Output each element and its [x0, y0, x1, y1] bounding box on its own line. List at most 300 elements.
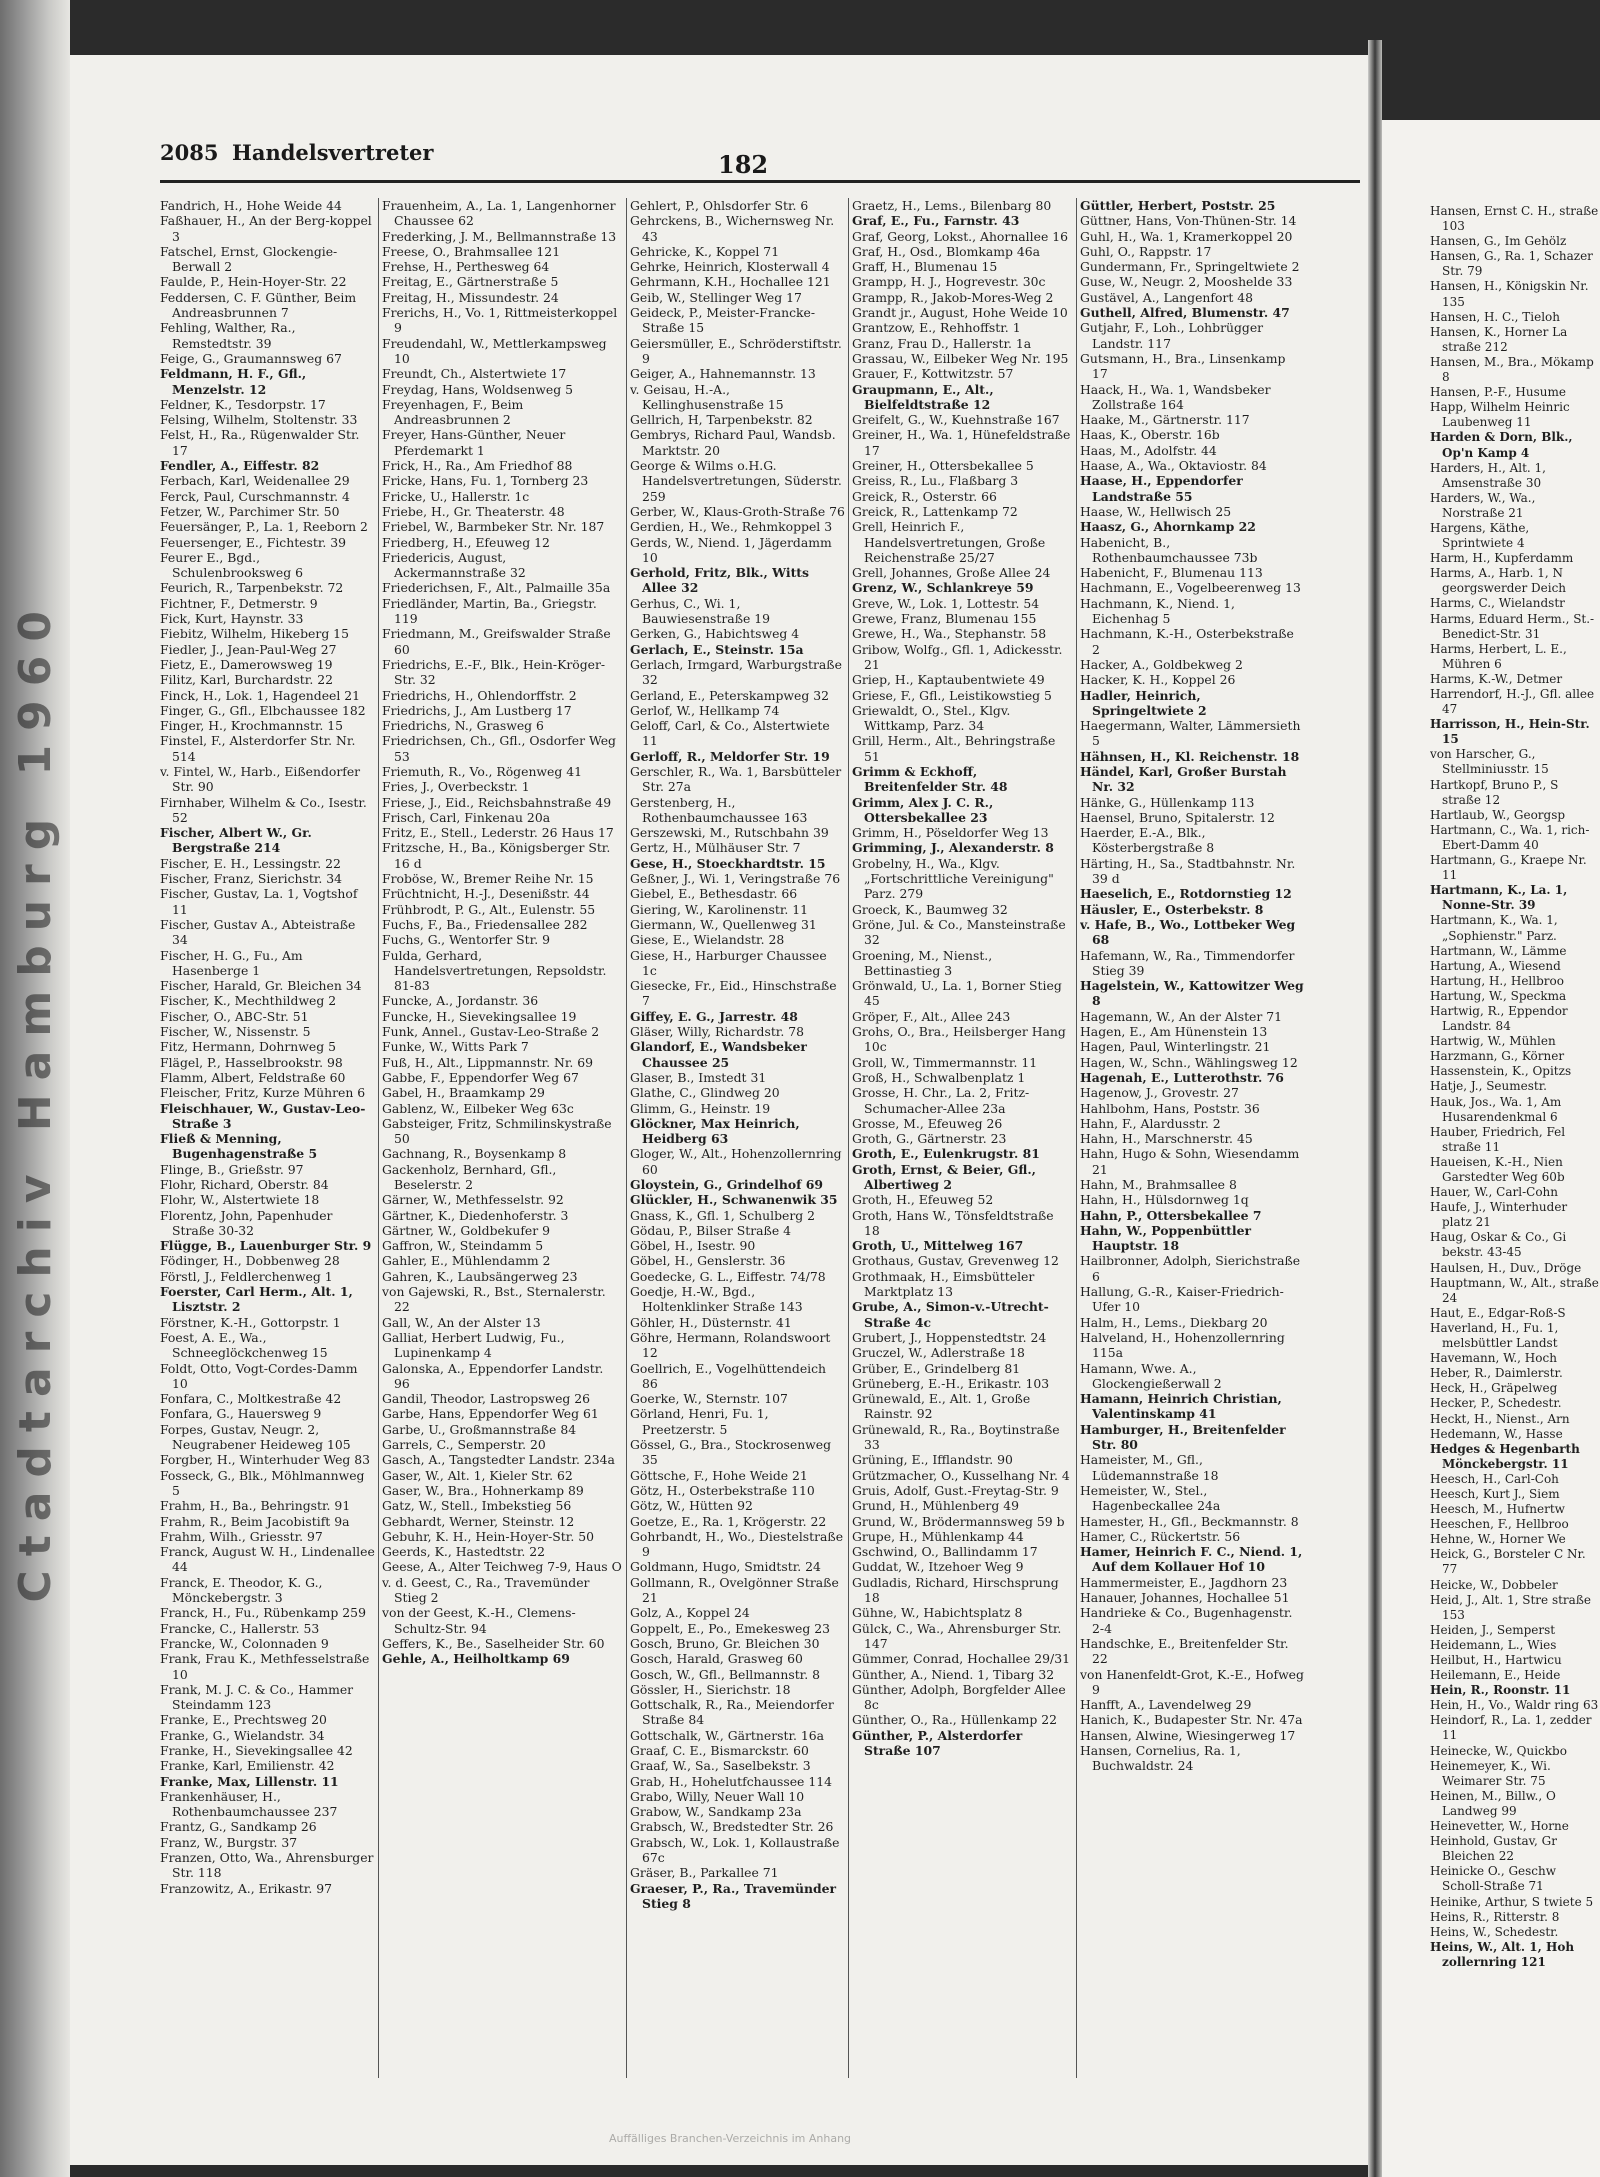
directory-entry: Garrels, C., Semperstr. 20 [382, 1437, 546, 1453]
directory-entry: Groll, W., Timmermannstr. 11 [852, 1054, 1038, 1070]
directory-entry: Guddat, W., Itzehoer Weg 9 [852, 1559, 1024, 1575]
directory-entry: Hanauer, Johannes, Hochallee 51 [1080, 1590, 1290, 1606]
directory-entry: Gödau, P., Bilser Straße 4 [630, 1222, 791, 1238]
directory-entry: Früchtnicht, H.-J., Desenißstr. 44 [382, 886, 590, 902]
directory-entry: Frehse, H., Perthesweg 64 [382, 259, 550, 275]
directory-entry: Gülck, C., Wa., Ahrensburger Str. 147 [852, 1620, 1062, 1651]
directory-entry: Heins, W., Schedestr. [1430, 1924, 1559, 1939]
book-spine [0, 0, 70, 2177]
listing-column-2 [382, 198, 622, 2138]
directory-entry: Haas, M., Adolfstr. 44 [1080, 442, 1217, 458]
directory-entry: Groth, H., Efeuweg 52 [852, 1192, 994, 1208]
directory-entry: Hartmann, K., Wa. 1, „Sophienstr." Parz. [1430, 913, 1558, 943]
directory-entry: Grampp, R., Jakob-Mores-Weg 2 [852, 289, 1054, 305]
directory-entry: Francke, C., Hallerstr. 53 [160, 1620, 320, 1636]
directory-entry: Gaffron, W., Steindamm 5 [382, 1238, 544, 1254]
directory-entry: Grell, Johannes, Große Allee 24 [852, 565, 1051, 581]
directory-entry: Fischer, H. G., Fu., Am Hasenberge 1 [160, 947, 303, 978]
category-title: Handelsvertreter [232, 140, 434, 165]
directory-entry: Gehricke, K., Koppel 71 [630, 243, 780, 259]
directory-entry: Haake, M., Gärtnerstr. 117 [1080, 412, 1250, 428]
directory-entry: Hansen, P.-F., Husume [1430, 385, 1566, 400]
directory-entry: Fiedler, J., Jean-Paul-Weg 27 [160, 641, 337, 657]
directory-entry: Grell, Heinrich F., Handelsvertretungen, Große Reichenstraße 25/27 [852, 519, 1046, 565]
directory-entry: Ferck, Paul, Curschmannstr. 4 [160, 488, 350, 504]
directory-entry: Gertz, H., Mülhäuser Str. 7 [630, 840, 801, 856]
directory-entry: Haueisen, K.-H., Nien Garstedter Weg 60b [1430, 1154, 1565, 1184]
directory-entry: Fischer, Franz, Sierichstr. 34 [160, 871, 343, 887]
directory-entry: Hansen, G., Im Gehölz [1430, 234, 1567, 249]
directory-entry: Haegermann, Walter, Lämmersieth 5 [1080, 718, 1301, 749]
directory-entry: Greiss, R., Lu., Flaßbarg 3 [852, 473, 1019, 489]
directory-entry: Friedrichs, N., Grasweg 6 [382, 718, 544, 734]
directory-entry: Gatz, W., Stell., Imbekstieg 56 [382, 1498, 572, 1514]
directory-entry: Geerds, K., Hastedtstr. 22 [382, 1544, 546, 1560]
directory-entry: Fleischhauer, W., Gustav-Leo-Straße 3 [160, 1100, 366, 1131]
directory-entry: Hartmann, C., Wa. 1, rich-Ebert-Damm 40 [1430, 822, 1590, 852]
directory-entry: Granz, Frau D., Hallerstr. 1a [852, 335, 1032, 351]
directory-entry: Grönwald, U., La. 1, Borner Stieg 45 [852, 978, 1062, 1009]
directory-entry: Hagemann, W., An der Alster 71 [1080, 1008, 1283, 1024]
directory-entry: Grabow, W., Sandkamp 23a [630, 1804, 802, 1820]
directory-entry: Frantz, G., Sandkamp 26 [160, 1819, 317, 1835]
directory-entry: Hagen, E., Am Hünenstein 13 [1080, 1024, 1268, 1040]
directory-entry: Golz, A., Koppel 24 [630, 1605, 750, 1621]
column-divider [626, 198, 627, 2078]
directory-entry: Grützmacher, O., Kusselhang Nr. 4 [852, 1467, 1070, 1483]
page-footer: Auffälliges Branchen-Verzeichnis im Anhang [608, 2132, 852, 2145]
directory-entry: Göhler, H., Düsternstr. 41 [630, 1314, 792, 1330]
directory-entry: Fetzer, W., Parchimer Str. 50 [160, 503, 340, 519]
directory-entry: Fuchs, F., Ba., Friedensallee 282 [382, 916, 588, 932]
directory-entry: Hansen, H., Königskin Nr. 135 [1430, 279, 1589, 309]
directory-entry: Hachmann, K., Niend. 1, Eichenhag 5 [1080, 595, 1235, 627]
listing-column-5 [1080, 198, 1305, 2138]
directory-entry: Fonfara, G., Hauersweg 9 [160, 1406, 322, 1422]
directory-entry: Groth, Ernst, & Beier, Gfl., Albertiweg 2 [852, 1161, 1036, 1192]
directory-entry: Friedmann, M., Greifswalder Straße 60 [382, 626, 611, 657]
directory-entry: Gabbe, F., Eppendorfer Weg 67 [382, 1069, 579, 1085]
directory-entry: Fischer, Gustav A., Abteistraße 34 [160, 916, 356, 948]
directory-entry: Harms, K.-W., Detmer [1430, 671, 1563, 686]
directory-entry: Fulda, Gerhard, Handelsvertretungen, Repsoldstr. 81-83 [382, 947, 607, 994]
directory-entry: Foldt, Otto, Vogt-Cordes-Damm 10 [160, 1360, 358, 1391]
directory-entry: Fatschel, Ernst, Glockengie-Berwall 2 [160, 243, 338, 275]
directory-entry: Gerstenberg, H., Rothenbaumchaussee 163 [630, 794, 808, 825]
directory-entry: Harms, C., Wielandstr [1430, 596, 1565, 611]
directory-entry: Händel, Karl, Großer Burstah Nr. 32 [1080, 763, 1287, 795]
directory-entry: Haase, A., Wa., Oktaviostr. 84 [1080, 458, 1267, 474]
directory-entry: Guse, W., Neugr. 2, Mooshelde 33 [1080, 274, 1293, 290]
directory-entry: Gerdien, H., We., Rehmkoppel 3 [630, 519, 833, 535]
directory-entry: Güttler, Herbert, Poststr. 25 [1080, 198, 1276, 213]
directory-entry: Gärtner, W., Goldbekufer 9 [382, 1222, 550, 1238]
directory-entry: Gerhus, C., Wi. 1, Bauwiesenstraße 19 [630, 595, 771, 627]
directory-entry: Halm, H., Lems., Diekbarg 20 [1080, 1314, 1268, 1330]
directory-entry: Freundt, Ch., Alstertwiete 17 [382, 366, 567, 382]
directory-entry: Handrieke & Co., Bugenhagenstr. 2-4 [1080, 1605, 1293, 1636]
directory-entry: Grampp, H. J., Hogrevestr. 30c [852, 274, 1046, 290]
directory-entry: Hehne, W., Horner We [1430, 1532, 1566, 1547]
directory-entry: Feldner, K., Tesdorpstr. 17 [160, 396, 326, 412]
directory-entry: Flohr, Richard, Oberstr. 84 [160, 1177, 329, 1192]
directory-entry: Gablenz, W., Eilbeker Weg 63c [382, 1100, 574, 1116]
directory-entry: Gustävel, A., Langenfort 48 [1080, 289, 1254, 305]
directory-entry: Gehrmann, K.H., Hochallee 121 [630, 274, 831, 290]
directory-entry: Graff, H., Blumenau 15 [852, 259, 998, 275]
directory-entry: Graf, H., Osd., Blomkamp 46a [852, 243, 1041, 259]
directory-entry: Heber, R., Daimlerstr. [1430, 1366, 1563, 1381]
directory-entry: Hamester, H., Gfl., Beckmannstr. 8 [1080, 1513, 1299, 1529]
directory-entry: Groth, U., Mittelweg 167 [852, 1238, 1024, 1254]
directory-entry: Hartmann, G., Kraepe Nr. 11 [1430, 853, 1587, 883]
directory-entry: Heesch, M., Hufnertw [1430, 1502, 1565, 1517]
directory-entry: Fricke, U., Hallerstr. 1c [382, 488, 530, 504]
directory-entry: Graaf, W., Sa., Saselbekstr. 3 [630, 1758, 811, 1774]
directory-entry: Göttsche, F., Hohe Weide 21 [630, 1467, 808, 1483]
directory-entry: Förstner, K.-H., Gottorpstr. 1 [160, 1314, 341, 1330]
directory-entry: Günther, A., Niend. 1, Tibarg 32 [852, 1666, 1055, 1682]
directory-entry: Hahn, P., Ottersbekallee 7 [1080, 1207, 1262, 1223]
directory-entry: Gasch, A., Tangstedter Landstr. 234a [382, 1452, 615, 1468]
directory-entry: Froböse, W., Bremer Reihe Nr. 15 [382, 871, 594, 887]
directory-entry: Glandorf, E., Wandsbeker Chaussee 25 [630, 1039, 807, 1070]
directory-entry: Hartung, H., Hellbroo [1430, 973, 1564, 988]
directory-entry: Giermann, W., Quellenweg 31 [630, 916, 817, 932]
directory-entry: Heinemeyer, K., Wi. Weimarer Str. 75 [1430, 1758, 1551, 1788]
directory-entry: Hähnsen, H., Kl. Reichenstr. 18 [1080, 748, 1300, 764]
directory-entry: Goldmann, Hugo, Smidtstr. 24 [630, 1559, 821, 1575]
directory-entry: Gutsmann, H., Bra., Linsenkamp 17 [1080, 350, 1286, 382]
directory-entry: Frerichs, H., Vo. 1, Rittmeisterkoppel 9 [382, 305, 618, 336]
directory-entry: Hamer, Heinrich F. C., Niend. 1, Auf dem Kollauer Hof 10 [1080, 1544, 1303, 1575]
directory-entry: Flamm, Albert, Feldstraße 60 [160, 1069, 346, 1085]
directory-entry: Florentz, John, Papenhuder Straße 30-32 [160, 1207, 333, 1238]
directory-entry: von der Geest, K.-H., Clemens-Schultz-Str. 94 [382, 1605, 576, 1636]
directory-entry: Frahm, H., Ba., Behringstr. 91 [160, 1498, 351, 1514]
directory-entry: Groening, M., Nienst., Bettinastieg 3 [852, 947, 993, 978]
directory-entry: Grimm, Alex J. C. R., Ottersbekallee 23 [852, 794, 994, 825]
directory-entry: Günther, O., Ra., Hüllenkamp 22 [852, 1712, 1057, 1728]
directory-entry: Hein, R., Roonstr. 11 [1430, 1683, 1571, 1698]
directory-entry: Greiner, H., Ottersbekallee 5 [852, 458, 1034, 474]
directory-entry: Fuß, H., Alt., Lippmannstr. Nr. 69 [382, 1054, 594, 1070]
directory-entry: Gudladis, Richard, Hirschsprung 18 [852, 1574, 1059, 1606]
directory-entry: Gellrich, H, Tarpenbekstr. 82 [630, 412, 813, 428]
directory-entry: Friederichsen, F., Alt., Palmaille 35a [382, 580, 611, 596]
directory-entry: Hansen, Ernst C. H., straße 103 [1430, 204, 1599, 234]
directory-entry: Gerland, E., Peterskampweg 32 [630, 687, 830, 703]
directory-entry: Haase, H., Eppendorfer Landstraße 55 [1080, 473, 1243, 504]
directory-entry: Haufe, J., Winterhuder platz 21 [1430, 1200, 1568, 1230]
directory-entry: Franke, Max, Lillenstr. 11 [160, 1773, 339, 1789]
directory-entry: Grabo, Willy, Neuer Wall 10 [630, 1788, 805, 1804]
directory-entry: Fandrich, H., Hohe Weide 44 [160, 198, 342, 213]
directory-entry: Gärner, W., Methfesselstr. 92 [382, 1192, 564, 1208]
directory-entry: Gaser, W., Bra., Hohnerkamp 89 [382, 1482, 584, 1498]
directory-entry: Gohrbandt, H., Wo., Diestelstraße 9 [630, 1528, 844, 1560]
directory-entry: Göbel, H., Isestr. 90 [630, 1238, 756, 1254]
directory-entry: Grünewald, E., Alt. 1, Große Rainstr. 92 [852, 1391, 1031, 1422]
directory-entry: Frederking, J. M., Bellmannstraße 13 [382, 228, 617, 244]
directory-entry: Hansen, M., Bra., Mökamp 8 [1430, 354, 1594, 385]
directory-entry: Heinecke, W., Quickbo [1430, 1743, 1567, 1758]
directory-entry: Freudendahl, W., Mettlerkampsweg 10 [382, 335, 607, 366]
directory-entry: Grobelny, H., Wa., Klgv. „Fortschrittliche Vereinigung" Parz. 279 [852, 855, 1054, 902]
directory-entry: Groeck, K., Baumweg 32 [852, 901, 1008, 917]
directory-entry: Grabsch, W., Bredstedter Str. 26 [630, 1819, 834, 1835]
directory-entry: Fick, Kurt, Haynstr. 33 [160, 611, 304, 627]
directory-entry: Gahren, K., Laubsängerweg 23 [382, 1268, 578, 1284]
directory-entry: Gahler, E., Mühlendamm 2 [382, 1253, 551, 1269]
directory-entry: Harders, H., Alt. 1, Amsenstraße 30 [1430, 460, 1546, 490]
directory-entry: von Harscher, G., Stellminiusstr. 15 [1430, 747, 1549, 777]
directory-entry: Hameister, M., Gfl., Lüdemannstraße 18 [1080, 1452, 1219, 1483]
directory-entry: Heesch, Kurt J., Siem [1430, 1486, 1560, 1501]
directory-entry: Fritz, E., Stell., Lederstr. 26 Haus 17 [382, 825, 614, 841]
directory-entry: Hemeister, W., Stel., Hagenbeckallee 24a [1080, 1482, 1221, 1514]
directory-entry: Hansen, G., Ra. 1, Schazer Str. 79 [1430, 249, 1593, 279]
directory-entry: Frankenhäuser, H., Rothenbaumchaussee 237 [160, 1788, 338, 1820]
directory-entry: Hadler, Heinrich, Springeltwiete 2 [1080, 687, 1207, 718]
directory-entry: Hahn, H., Marschnerstr. 45 [1080, 1131, 1253, 1147]
directory-entry: Graeser, P., Ra., Travemünder Stieg 8 [630, 1880, 837, 1911]
directory-entry: Haasz, G., Ahornkamp 22 [1080, 519, 1256, 535]
directory-entry: Grewe, Franz, Blumenau 155 [852, 611, 1037, 627]
directory-entry: Garbe, U., Großmannstraße 84 [382, 1421, 577, 1437]
directory-entry: Fischer, Albert W., Gr. Bergstraße 214 [160, 825, 312, 856]
directory-entry: Giesecke, Fr., Eid., Hinschstraße 7 [630, 978, 837, 1009]
directory-entry: Hedges & Hegenbarth Mönckebergstr. 11 [1430, 1441, 1580, 1471]
directory-entry: Franck, E. Theodor, K. G., Mönckebergstr. 3 [160, 1574, 323, 1606]
directory-entry: Groth, E., Eulenkrugstr. 81 [852, 1146, 1040, 1162]
directory-entry: Goppelt, E., Po., Emekesweg 23 [630, 1620, 831, 1636]
directory-entry: Hanfft, A., Lavendelweg 29 [1080, 1697, 1252, 1713]
directory-entry: Harden & Dorn, Blk., Op'n Kamp 4 [1430, 430, 1573, 460]
directory-entry: Geffers, K., Be., Saselheider Str. 60 [382, 1635, 605, 1651]
directory-entry: Hauptmann, W., Alt., straße 24 [1430, 1275, 1599, 1305]
directory-entry: Göhre, Hermann, Rolandswoort 12 [630, 1329, 831, 1361]
directory-entry: Frank, M. J. C. & Co., Hammer Steindamm 123 [160, 1681, 354, 1713]
directory-entry: Hedemann, W., Hasse [1430, 1426, 1563, 1441]
directory-entry: Greifelt, G., W., Kuehnstraße 167 [852, 412, 1060, 428]
directory-entry: v. Geisau, H.-A., Kellinghusenstraße 15 [630, 381, 784, 412]
directory-entry: Grenz, W., Schlankreye 59 [852, 580, 1034, 596]
directory-entry: Graaf, C. E., Bismarckstr. 60 [630, 1742, 809, 1758]
directory-entry: Hagenah, E., Lutterothstr. 76 [1080, 1069, 1284, 1085]
directory-entry: Feldmann, H. F., Gfl., Menzelstr. 12 [160, 366, 307, 397]
directory-entry: Hagenow, J., Grovestr. 27 [1080, 1085, 1239, 1101]
directory-entry: Hansen, Alwine, Wiesingerweg 17 [1080, 1727, 1296, 1743]
directory-entry: Heins, W., Alt. 1, Hoh zollernring 121 [1430, 1939, 1575, 1969]
directory-entry: Hartung, W., Speckma [1430, 988, 1567, 1003]
directory-entry: Franzen, Otto, Wa., Ahrensburger Str. 118 [160, 1850, 374, 1881]
directory-entry: Heinhold, Gustav, Gr Bleichen 22 [1430, 1834, 1557, 1864]
directory-entry: Happ, Wilhelm Heinric Laubenweg 11 [1430, 400, 1570, 430]
directory-entry: Frick, H., Ra., Am Friedhof 88 [382, 458, 573, 474]
directory-entry: Grüneberg, E.-H., Erikastr. 103 [852, 1375, 1050, 1391]
directory-entry: Heckt, H., Nienst., Arn [1430, 1411, 1570, 1426]
directory-entry: Heinevetter, W., Horne [1430, 1819, 1569, 1834]
directory-entry: Francke, W., Colonnaden 9 [160, 1635, 329, 1651]
listing-column-next-page [1430, 204, 1600, 2144]
directory-entry: Heicke, W., Dobbeler [1430, 1577, 1558, 1592]
directory-entry: Gümmer, Conrad, Hochallee 29/31 [852, 1651, 1070, 1667]
directory-entry: Geßner, J., Wi. 1, Veringstraße 76 [630, 871, 841, 887]
directory-entry: Gandil, Theodor, Lastropsweg 26 [382, 1391, 591, 1407]
directory-entry: Freitag, H., Missundestr. 24 [382, 289, 559, 305]
directory-entry: Grimming, J., Alexanderstr. 8 [852, 840, 1054, 856]
directory-entry: Harders, W., Wa., Norstraße 21 [1430, 490, 1536, 520]
listing-column-1 [160, 198, 375, 2138]
directory-entry: Gaser, W., Alt. 1, Kieler Str. 62 [382, 1467, 573, 1483]
directory-entry: Friedrichs, J., Am Lustberg 17 [382, 702, 572, 718]
directory-entry: Geiersmüller, E., Schröderstiftstr. 9 [630, 335, 842, 366]
header-rule [160, 180, 1360, 183]
directory-entry: Gerschler, R., Wa. 1, Barsbütteler Str. 27a [630, 763, 842, 795]
directory-entry: Gerken, G., Habichtsweg 4 [630, 626, 800, 642]
directory-entry: Friedländer, Martin, Ba., Griegstr. 119 [382, 595, 597, 627]
directory-entry: Frisch, Carl, Finkenau 20a [382, 809, 551, 825]
directory-entry: Frauenheim, A., La. 1, Langenhorner Chaussee 62 [382, 198, 616, 229]
directory-entry: Hartung, A., Wiesend [1430, 958, 1561, 973]
directory-entry: Harm, H., Kupferdamm [1430, 551, 1574, 566]
directory-entry: Handschke, E., Breitenfelder Str. 22 [1080, 1635, 1289, 1667]
directory-entry: Harrendorf, H.-J., Gfl. allee 47 [1430, 687, 1595, 717]
directory-entry: Fischer, Harald, Gr. Bleichen 34 [160, 978, 362, 994]
directory-entry: Häusler, E., Osterbekstr. 8 [1080, 901, 1264, 917]
directory-entry: Haverland, H., Fu. 1, melsbüttler Landst [1430, 1320, 1559, 1351]
directory-entry: Gundermann, Fr., Springeltwiete 2 [1080, 259, 1300, 275]
directory-entry: Foest, A. E., Wa., Schneeglöckchenweg 15 [160, 1329, 328, 1361]
directory-entry: Greve, W., Lok. 1, Lottestr. 54 [852, 595, 1040, 611]
directory-entry: George & Wilms o.H.G. Handelsvertretungen, Süderstr. 259 [630, 458, 842, 504]
directory-entry: Fendler, A., Eiffestr. 82 [160, 458, 320, 474]
directory-entry: Hagen, Paul, Winterlingstr. 21 [1080, 1039, 1271, 1055]
directory-entry: Feurer E., Bgd., Schulenbrooksweg 6 [160, 549, 303, 581]
directory-entry: Grund, H., Mühlenberg 49 [852, 1498, 1019, 1514]
directory-entry: Geib, W., Stellinger Weg 17 [630, 289, 802, 305]
directory-entry: Fuchs, G., Wentorfer Str. 9 [382, 932, 550, 948]
directory-entry: Günther, Adolph, Borgfelder Allee 8c [852, 1681, 1066, 1713]
directory-entry: Hahlbohm, Hans, Poststr. 36 [1080, 1100, 1260, 1116]
directory-entry: Fricke, Hans, Fu. 1, Tornberg 23 [382, 473, 589, 489]
directory-entry: Graupmann, E., Alt., Bielfeldtstraße 12 [852, 381, 994, 412]
directory-entry: Hecker, P., Schedestr. [1430, 1396, 1562, 1411]
directory-entry: Frahm, R., Beim Jacobistift 9a [160, 1513, 350, 1529]
directory-entry: Felst, H., Ra., Rügenwalder Str. 17 [160, 427, 360, 458]
directory-entry: Glimm, G., Heinstr. 19 [630, 1100, 771, 1116]
directory-entry: Gabsteiger, Fritz, Schmilinskystraße 50 [382, 1115, 612, 1147]
directory-entry: Gruczel, W., Adlerstraße 18 [852, 1345, 1025, 1361]
directory-entry: Gerloff, R., Meldorfer Str. 19 [630, 748, 830, 764]
directory-entry: Goellrich, E., Vogelhüttendeich 86 [630, 1360, 827, 1391]
directory-entry: Finck, H., Lok. 1, Hagendeel 21 [160, 687, 361, 703]
directory-entry: Gloger, W., Alt., Hohenzollernring 60 [630, 1146, 842, 1177]
directory-entry: Gabel, H., Braamkamp 29 [382, 1085, 545, 1101]
directory-entry: Heins, R., Ritterstr. 8 [1430, 1909, 1560, 1924]
directory-entry: Hargens, Käthe, Sprintwiete 4 [1430, 520, 1530, 551]
directory-entry: Grauer, F., Kottwitzstr. 57 [852, 366, 1014, 382]
directory-entry: Grewe, H., Wa., Stephanstr. 58 [852, 626, 1047, 642]
directory-entry: Gosch, W., Gfl., Bellmannstr. 8 [630, 1666, 820, 1682]
directory-entry: Hauk, Jos., Wa. 1, Am Husarendenkmal 6 [1430, 1094, 1562, 1124]
directory-entry: Heinen, M., Billw., O Landweg 99 [1430, 1788, 1556, 1818]
directory-entry: Gembrys, Richard Paul, Wandsb. Marktstr. 20 [630, 427, 836, 458]
directory-entry: Grabsch, W., Lok. 1, Kollaustraße 67c [630, 1834, 840, 1866]
directory-entry: Gese, H., Stoeckhardtstr. 15 [630, 855, 826, 871]
directory-entry: Franke, Karl, Emilienstr. 42 [160, 1758, 335, 1774]
directory-entry: Hachmann, K.-H., Osterbekstraße 2 [1080, 626, 1294, 657]
directory-entry: Forpes, Gustav, Neugr. 2, Neugrabener Heideweg 105 [160, 1421, 351, 1453]
directory-entry: Friedberg, H., Efeuweg 12 [382, 534, 550, 550]
directory-entry: Giebel, E., Bethesdastr. 66 [630, 886, 798, 902]
directory-entry: Hamann, Wwe. A., Glockengießerwall 2 [1080, 1360, 1222, 1391]
directory-entry: Gloystein, G., Grindelhof 69 [630, 1177, 823, 1192]
directory-entry: Görland, Henri, Fu. 1, Preetzerstr. 5 [630, 1406, 769, 1437]
directory-entry: Graf, Georg, Lokst., Ahornallee 16 [852, 228, 1068, 244]
directory-entry: Grosse, H. Chr., La. 2, Fritz-Schumacher-Allee 23a [852, 1085, 1030, 1116]
directory-entry: Gerber, W., Klaus-Groth-Straße 76 [630, 503, 845, 519]
directory-entry: Gerhold, Fritz, Blk., Witts Allee 32 [630, 565, 809, 596]
directory-entry: Hänke, G., Hüllenkamp 113 [1080, 794, 1255, 810]
directory-entry: v. d. Geest, C., Ra., Travemünder Stieg 2 [382, 1574, 590, 1606]
directory-entry: Hallung, G.-R., Kaiser-Friedrich-Ufer 10 [1080, 1284, 1284, 1315]
directory-entry: Götz, W., Hütten 92 [630, 1498, 753, 1514]
directory-entry: Grothmaak, H., Eimsbütteler Marktplatz 13 [852, 1268, 1035, 1300]
directory-entry: Grimm & Eckhoff, Breitenfelder Str. 48 [852, 763, 1008, 795]
directory-entry: Grill, Herm., Alt., Behringstraße 51 [852, 733, 1056, 764]
directory-entry: Gühne, W., Habichtsplatz 8 [852, 1605, 1023, 1621]
directory-entry: Friedrichs, E.-F., Blk., Hein-Kröger-Str. 32 [382, 656, 606, 688]
directory-entry: Gerlach, Irmgard, Warburgstraße 32 [630, 656, 842, 688]
directory-entry: Hagen, W., Schn., Wählingsweg 12 [1080, 1054, 1298, 1070]
directory-entry: Gössel, G., Bra., Stockrosenweg 35 [630, 1437, 832, 1468]
directory-entry: von Hanenfeldt-Grot, K.-E., Hofweg 9 [1080, 1666, 1304, 1697]
directory-entry: Gachnang, R., Boysenkamp 8 [382, 1146, 567, 1162]
directory-entry: Garbe, Hans, Eppendorfer Weg 61 [382, 1406, 599, 1422]
column-divider [1076, 198, 1077, 2078]
directory-entry: Haut, E., Edgar-Roß-S [1430, 1305, 1566, 1320]
directory-entry: Förstl, J., Feldlerchenweg 1 [160, 1268, 333, 1284]
directory-entry: Franck, H., Fu., Rübenkamp 259 [160, 1605, 366, 1621]
directory-entry: Födinger, H., Dobbenweg 28 [160, 1253, 340, 1269]
directory-entry: Freitag, E., Gärtnerstraße 5 [382, 274, 559, 290]
directory-entry: Habenicht, F., Blumenau 113 [1080, 565, 1263, 581]
directory-entry: Franke, H., Sievekingsallee 42 [160, 1742, 353, 1758]
directory-entry: Heilbut, H., Hartwicu [1430, 1653, 1562, 1667]
directory-entry: Giering, W., Karolinenstr. 11 [630, 901, 809, 917]
directory-entry: Faßhauer, H., An der Berg-koppel 3 [160, 213, 372, 244]
directory-entry: Funcke, H., Sievekingsallee 19 [382, 1008, 577, 1024]
directory-entry: Hachmann, E., Vogelbeerenweg 13 [1080, 580, 1301, 596]
directory-entry: Heick, G., Borsteler C Nr. 77 [1430, 1547, 1586, 1577]
directory-entry: Frank, Frau K., Methfesselstraße 10 [160, 1651, 370, 1682]
directory-entry: Giffey, E. G., Jarrestr. 48 [630, 1008, 798, 1024]
directory-entry: Frahm, Wilh., Griesstr. 97 [160, 1528, 323, 1544]
directory-entry: Freyenhagen, F., Beim Andreasbrunnen 2 [382, 396, 524, 428]
directory-entry: Guthell, Alfred, Blumenstr. 47 [1080, 305, 1290, 321]
directory-entry: Hamann, Heinrich Christian, Valentinskamp 41 [1080, 1391, 1282, 1422]
directory-entry: Gnass, K., Gfl. 1, Schulberg 2 [630, 1207, 816, 1223]
directory-entry: Geloff, Carl, & Co., Alstertwiete 11 [630, 718, 830, 749]
directory-entry: Groth, G., Gärtnerstr. 23 [852, 1131, 1007, 1147]
directory-entry: Haase, W., Hellwisch 25 [1080, 503, 1232, 519]
directory-entry: Haulsen, H., Duv., Dröge [1430, 1260, 1582, 1275]
directory-entry: Griewaldt, O., Stel., Klgv. Wittkamp, Parz. 34 [852, 702, 1011, 734]
directory-entry: Friedrichsen, Ch., Gfl., Osdorfer Weg 53 [382, 733, 616, 764]
directory-entry: Friebel, W., Barmbeker Str. Nr. 187 [382, 519, 605, 535]
